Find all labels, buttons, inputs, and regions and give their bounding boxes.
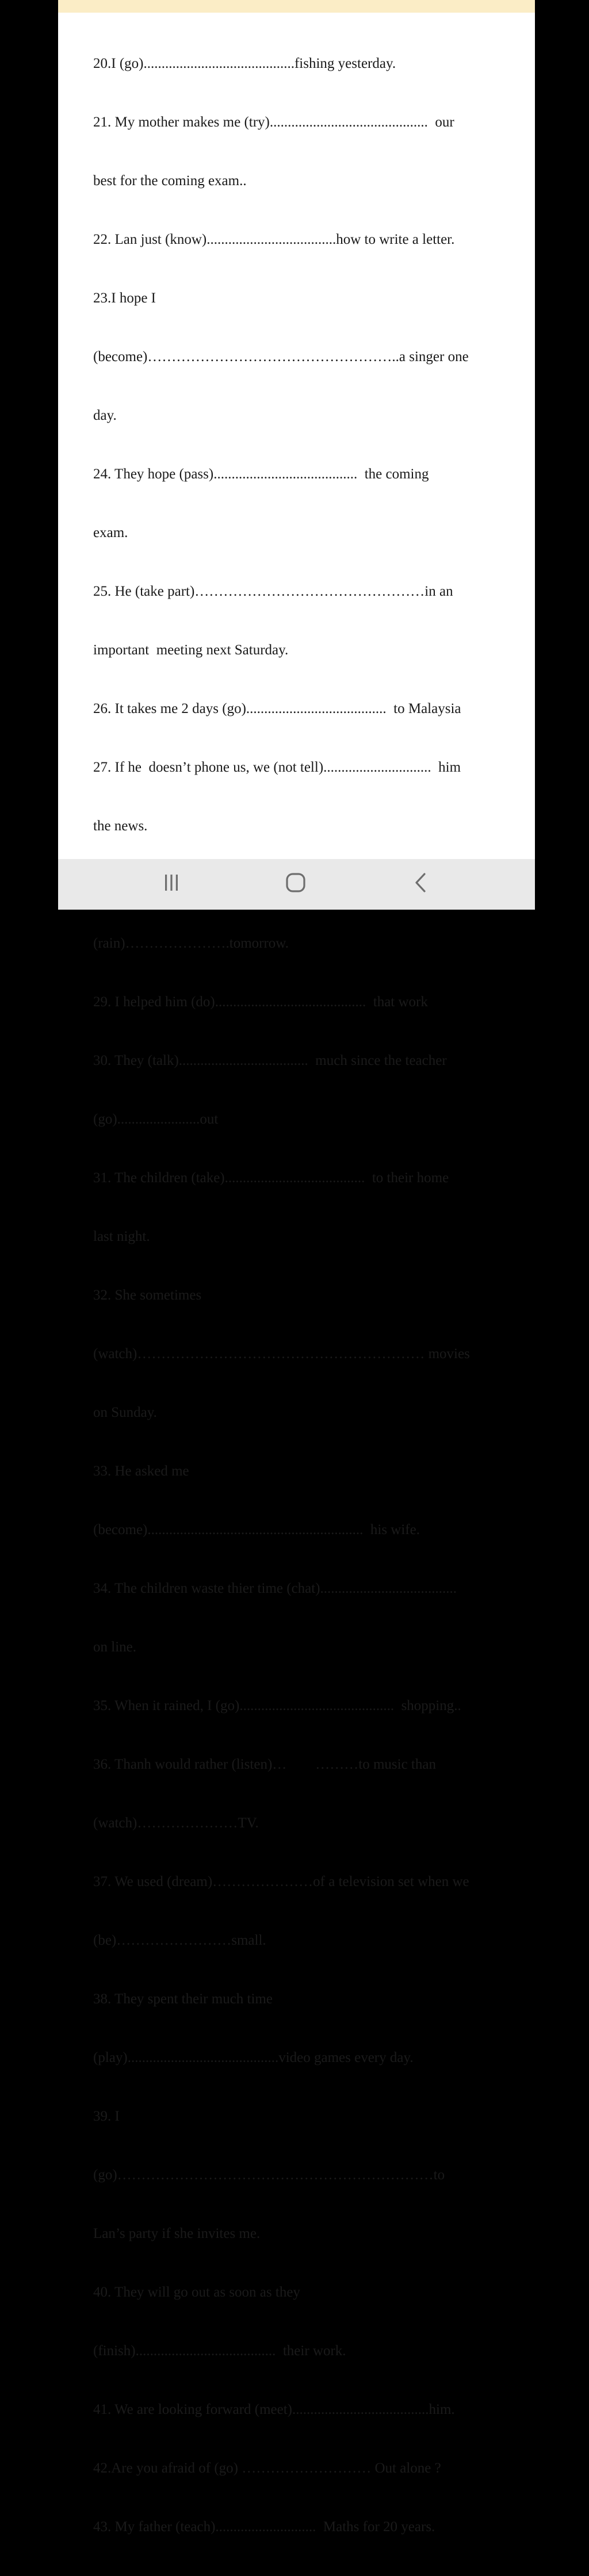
recents-icon — [162, 873, 181, 892]
text-line: (go)…………………………………………………………to — [93, 2167, 445, 2183]
text-line: exam. — [93, 525, 128, 540]
text-line: (become)............................................................ his wife. — [93, 1522, 420, 1538]
text-line: (watch)…………………TV. — [93, 1815, 259, 1831]
text-line: day. — [93, 408, 117, 423]
text-line: 32. She sometimes — [93, 1287, 202, 1303]
text-line: 21. My mother makes me (try)............................................ our — [93, 114, 454, 130]
text-line: (watch)…………………………………………………… movies — [93, 1346, 470, 1362]
text-line: 36. Thanh would rather (listen)… ………to music than — [93, 1757, 436, 1772]
text-line: 30. They (talk).................................... much since the teacher — [93, 1053, 447, 1068]
text-line: best for the coming exam.. — [93, 173, 247, 189]
text-line: 37. We used (dream)…………………of a television set when we — [93, 1874, 469, 1889]
text-line: 39. I — [93, 2109, 120, 2124]
text-line: 22. Lan just (know)....................................how to write a letter. — [93, 232, 455, 247]
text-line: (become)……………………………………………..a singer one — [93, 349, 469, 365]
text-line: (go).......................out — [93, 1111, 219, 1127]
text-line: 25. He (take part)…………………………………………in an — [93, 584, 453, 599]
text-line: 43. My father (teach)............................ Maths for 20 years. — [93, 2519, 435, 2535]
navigation-bar — [58, 859, 535, 910]
text-line: 35. When it rained, I (go)........................................... shopping.. — [93, 1698, 461, 1713]
top-banner-strip — [58, 0, 535, 13]
text-line: 29. I helped him (do).......................................... that work — [93, 994, 428, 1010]
exercise-text — [93, 15, 507, 2576]
text-line: 33. He asked me — [93, 1463, 189, 1479]
text-line: on line. — [93, 1639, 136, 1655]
text-line: important meeting next Saturday. — [93, 642, 289, 658]
text-line: 26. It takes me 2 days (go)....................................... to Malaysia — [93, 701, 461, 716]
recents-button[interactable] — [154, 868, 189, 897]
home-button[interactable] — [278, 868, 313, 897]
text-line: Lan’s party if she invites me. — [93, 2226, 261, 2241]
text-line: 42.Are you afraid of (go) ……………………… Out alone ? — [93, 2460, 441, 2476]
text-line: the news. — [93, 818, 148, 834]
text-line: 40. They will go out as soon as they — [93, 2284, 300, 2300]
text-line: last night. — [93, 1229, 150, 1244]
home-icon — [284, 871, 307, 894]
text-line: 23.I hope I — [93, 290, 156, 306]
text-line: on Sunday. — [93, 1405, 157, 1420]
text-line: 34. The children waste thier time (chat)...................................... — [93, 1581, 457, 1596]
text-line: (rain)………………….tomorrow. — [93, 936, 289, 951]
text-line: 20.I (go)..........................................fishing yesterday. — [93, 56, 396, 71]
text-line: (be)……………………small. — [93, 1933, 266, 1948]
text-line: 24. They hope (pass)........................................ the coming — [93, 466, 429, 482]
text-line: 41. We are looking forward (meet)......................................him. — [93, 2402, 455, 2417]
document-page[interactable] — [58, 13, 535, 2535]
text-line: 31. The children (take)....................................... to their home — [93, 1170, 449, 1186]
text-line: 27. If he doesn’t phone us, we (not tell).............................. him — [93, 760, 461, 775]
text-line: (play)..........................................video games every day. — [93, 2050, 414, 2065]
back-icon — [411, 871, 430, 894]
back-button[interactable] — [403, 868, 438, 897]
text-line: 38. They spent their much time — [93, 1991, 273, 2007]
text-line: (finish)....................................... their work. — [93, 2343, 346, 2359]
